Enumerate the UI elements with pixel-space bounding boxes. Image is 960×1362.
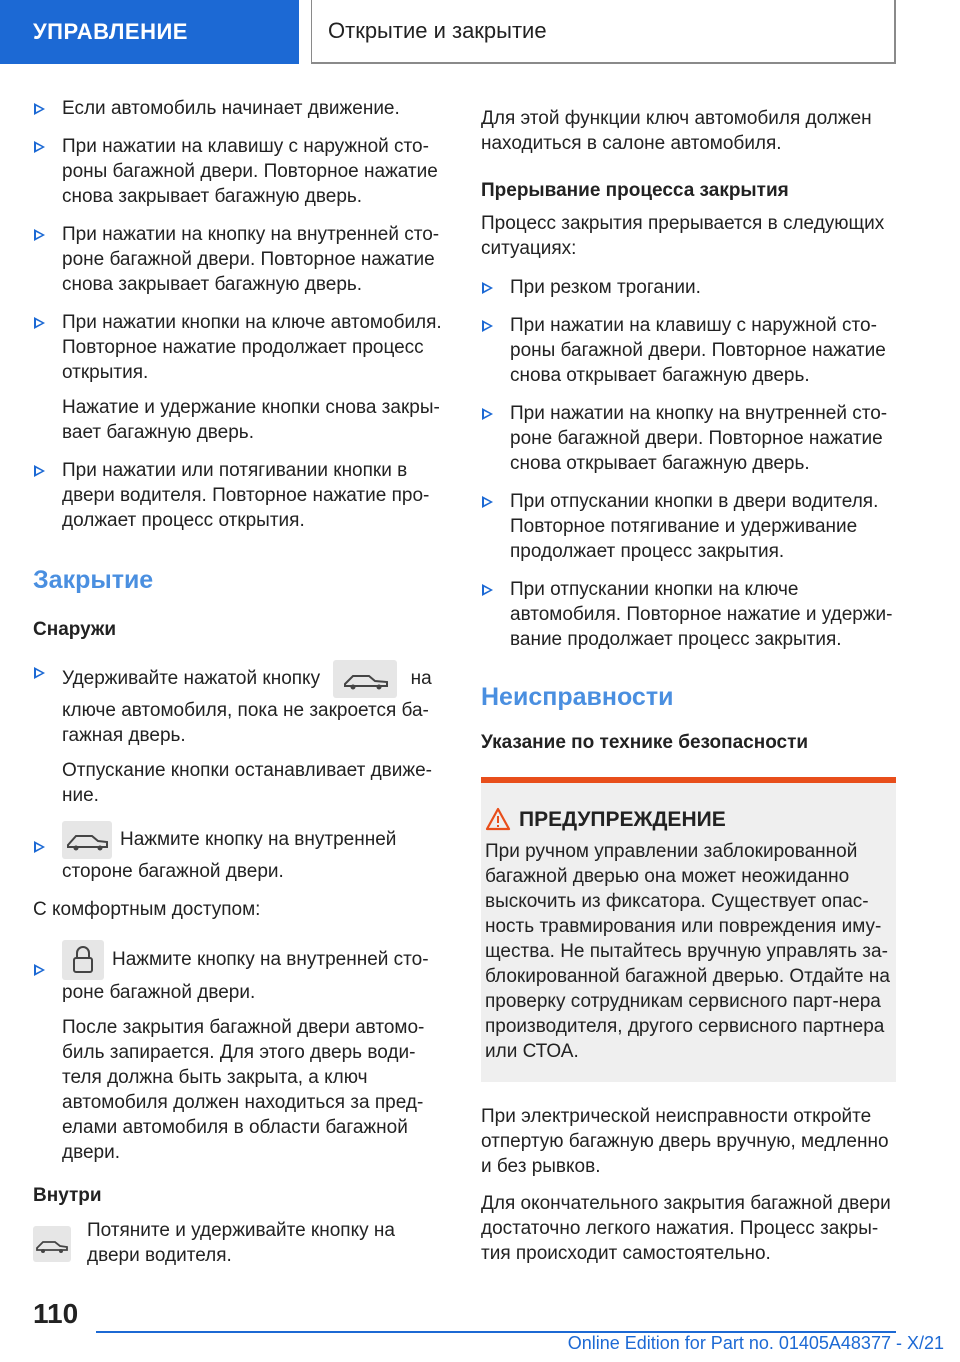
triangle-bullet-icon <box>34 667 45 679</box>
warning-title: ПРЕДУПРЕЖДЕНИЕ <box>519 807 890 833</box>
safety-heading: Указание по технике безопасности <box>481 732 809 753</box>
triangle-bullet-icon <box>34 465 45 477</box>
list-item-note: Нажатие и удержание кнопки снова закры-вает багажную дверь. <box>62 397 440 443</box>
interrupt-heading: Прерывание процесса закрытия <box>481 180 789 201</box>
comfort-access-label: С комфортным доступом: <box>33 899 261 920</box>
triangle-bullet-icon <box>34 141 45 153</box>
list-item: При нажатии или потягивании кнопки в двери водителя. Повторное нажатие про-должает процесс открытия. <box>33 458 445 533</box>
intro-text: Для этой функции ключ автомобиля должен находиться в салоне автомобиля. <box>481 108 872 154</box>
list-item: При резком трогании. <box>481 275 896 300</box>
list-item-note: Отпускание кнопки останавливает движе-ние. <box>62 760 432 806</box>
list-item: При нажатии на клавишу с наружной сто-роны багажной двери. Повторное нажатие снова открывает багажную дверь. <box>481 313 896 388</box>
list-item: При нажатии кнопки на ключе автомобиля. Повторное нажатие продолжает процесс открытия. Нажатие и удержание кнопки снова закры-вает багажную дверь. <box>33 310 445 445</box>
chapter-title: Открытие и закрытие <box>311 0 896 64</box>
triangle-bullet-icon <box>482 320 493 332</box>
para-close: Для окончательного закрытия багажной двери достаточно легкого нажатия. Процесс закры-тия происходит самостоятельно. <box>481 1193 891 1264</box>
page-number: 110 <box>33 1298 79 1329</box>
list-item: При нажатии на клавишу с наружной сто-роны багажной двери. Повторное нажатие снова закрывает багажную дверь. <box>33 134 445 209</box>
triangle-bullet-icon <box>482 282 493 294</box>
triangle-bullet-icon <box>482 496 493 508</box>
inside-item: Потяните и удерживайте кнопку на двери водителя. <box>33 1218 445 1268</box>
triangle-bullet-icon <box>482 584 493 596</box>
left-column <box>33 96 445 1268</box>
right-column <box>481 106 896 1278</box>
outside-heading: Снаружи <box>33 619 117 640</box>
inside-heading: Внутри <box>33 1185 102 1206</box>
triangle-bullet-icon <box>34 317 45 329</box>
warning-triangle-icon <box>485 807 511 838</box>
list-item-note: После закрытия багажной двери автомо-биль запирается. Для этого дверь води-теля должна быть закрыта, а ключ автомобиля должен находиться за пред-елами автомобиля в области багажной двери. <box>62 1017 425 1163</box>
list-item: Нажмите кнопку на внутренней сто-роне багажной двери. После закрытия багажной двери автомо-биль запирается. Для этого дверь води-теля должна быть закрыта, а ключ автомобиля должен находиться за пред-елами автомобиля в области багажной двери. <box>33 940 445 1165</box>
list-item: Нажмите кнопку на внутренней стороне багажной двери. <box>33 821 445 884</box>
para-malfunction: При электрической неисправности откройте отпертую багажную дверь вручную, медленно и без рывков. <box>481 1106 889 1177</box>
list-item: При нажатии на кнопку на внутренней сто-роне багажной двери. Повторное нажатие снова закрывает багажную дверь. <box>33 222 445 297</box>
trunk-button-icon <box>62 821 112 859</box>
section-tab[interactable]: УПРАВЛЕНИЕ <box>0 0 299 64</box>
malfunction-heading: Неисправности <box>481 683 674 711</box>
warning-text: При ручном управлении заблокированной багажной дверью она может неожиданно выскочить из фиксатора. Существует опас-ность травмирования или повреждения иму-щества. Не пытайтесь вручную управлять за-блокированной багажной дверью. Отдайте на проверку сотрудникам сервисного парт-нера производителя, другого сервисного партнера или СТОА. <box>485 841 890 1062</box>
trunk-close-icon <box>333 660 397 698</box>
triangle-bullet-icon <box>34 229 45 241</box>
interrupt-text: Процесс закрытия прерывается в следующих ситуациях: <box>481 213 885 259</box>
triangle-bullet-icon <box>482 408 493 420</box>
list-item: При отпускании кнопки на ключе автомобиля. Повторное нажатие и удержи-вание продолжает процесс закрытия. <box>481 577 896 652</box>
door-trunk-button-icon <box>33 1226 71 1262</box>
triangle-bullet-icon <box>34 841 45 853</box>
lock-button-icon <box>62 940 104 980</box>
triangle-bullet-icon <box>34 103 45 115</box>
triangle-bullet-icon <box>34 964 45 976</box>
list-item: Удерживайте нажатой кнопку на ключе автомобиля, пока не закроется ба-гажная дверь. Отпускание кнопки останавливает движе-ние. <box>33 660 445 808</box>
list-item: Если автомобиль начинает движение. <box>33 96 445 121</box>
warning-box <box>481 777 896 1082</box>
closing-heading: Закрытие <box>33 566 154 594</box>
list-item: При отпускании кнопки в двери водителя. Повторное потягивание и удерживание продолжает процесс закрытия. <box>481 489 896 564</box>
list-item: При нажатии на кнопку на внутренней сто-роне багажной двери. Повторное нажатие снова открывает багажную дверь. <box>481 401 896 476</box>
footer-edition: Online Edition for Part no. 01405A48377 - X/21 <box>567 1333 944 1353</box>
